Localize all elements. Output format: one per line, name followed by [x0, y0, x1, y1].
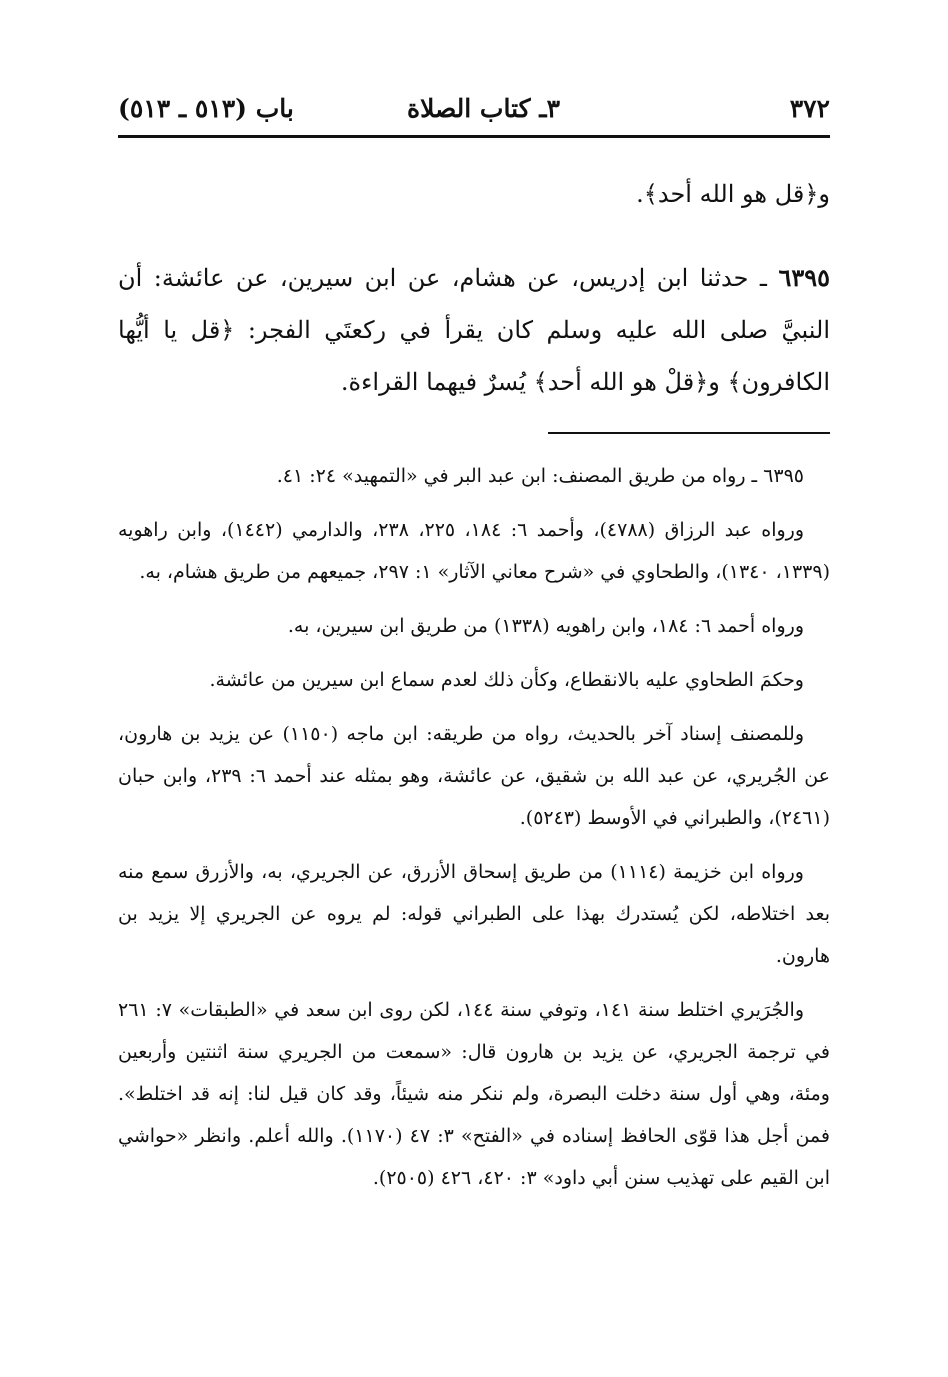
hadith-text: ـ حدثنا ابن إدريس، عن هشام، عن ابن سيرين، عن عائشة: أن النبيَّ صلى الله عليه وسلم كان يقرأ في ركعتَي الفجر: ﴿قل يا أيُّها الكافرون﴾ و﴿قلْ هو الله أحد﴾ يُسرٌ فيهما القراءة. — [118, 264, 830, 396]
footnote-separator — [548, 432, 830, 434]
chapter-range: باب (٥١٣ ـ ٥١٣) — [118, 94, 294, 123]
page-number: ٣٧٢ — [789, 94, 830, 123]
footnote-paragraph: ٦٣٩٥ ـ رواه من طريق المصنف: ابن عبد البر في «التمهيد» ٢٤: ٤١. — [276, 465, 804, 487]
footnote-paragraph: وحكمَ الطحاوي عليه بالانقطاع، وكأن ذلك لعدم سماع ابن سيرين من عائشة. — [209, 669, 804, 691]
header-rule — [118, 135, 830, 138]
running-header — [118, 88, 830, 132]
hadith-paragraph — [118, 252, 830, 408]
footnote-paragraph: ورواه ابن خزيمة (١١١٤) من طريق إسحاق الأزرق، عن الجريري، به، والأزرق سمع منه بعد اختلاطه، لكن يُستدرك بهذا على الطبراني قوله: لم يروه عن الجريري إلا يزيد بن هارون. — [118, 861, 830, 967]
book-title: ٣ـ كتاب الصلاة — [406, 94, 560, 123]
footnote-paragraph: وللمصنف إسناد آخر بالحديث، رواه من طريقه: ابن ماجه (١١٥٠) عن يزيد بن هارون، عن الجُريري، عن عبد الله بن شقيق، عن عائشة، وهو بمثله عند أحمد ٦: ٢٣٩، وابن حبان (٢٤٦١)، والطبراني في الأوسط (٥٢٤٣). — [118, 723, 830, 829]
continuation-line: و﴿قل هو الله أحد﴾. — [636, 180, 830, 208]
footnote-paragraph: والجُرَيري اختلط سنة ١٤١، وتوفي سنة ١٤٤، لكن روى ابن سعد في «الطبقات» ٧: ٢٦١ في ترجمة الجريري، عن يزيد بن هارون قال: «سمعت من الجريري سنة اثنتين وأربعين ومئة، وهي أول سنة دخلت البصرة، ولم ننكر منه شيئاً، وقد كان قيل لنا: إنه قد اختلط». فمن أجل هذا قوّى الحافظ إسناده في «الفتح» ٣: ٤٧ (١١٧٠). والله أعلم. وانظر «حواشي ابن القيم على تهذيب سنن أبي داود» ٣: ٤٢٠، ٤٢٦ (٢٥٠٥). — [118, 999, 831, 1189]
footnote-paragraph: ورواه عبد الرزاق (٤٧٨٨)، وأحمد ٦: ١٨٤، ٢٢٥، ٢٣٨، والدارمي (١٤٤٢)، وابن راهويه (١٣٣٩، ١٣٤٠)، والطحاوي في «شرح معاني الآثار» ١: ٢٩٧، جميعهم من طريق هشام، به. — [118, 519, 830, 583]
hadith-number: ٦٣٩٥ — [778, 263, 830, 292]
footnotes — [118, 455, 830, 1211]
footnote-paragraph: ورواه أحمد ٦: ١٨٤، وابن راهويه (١٣٣٨) من طريق ابن سيرين، به. — [287, 615, 804, 637]
main-text — [118, 168, 830, 408]
